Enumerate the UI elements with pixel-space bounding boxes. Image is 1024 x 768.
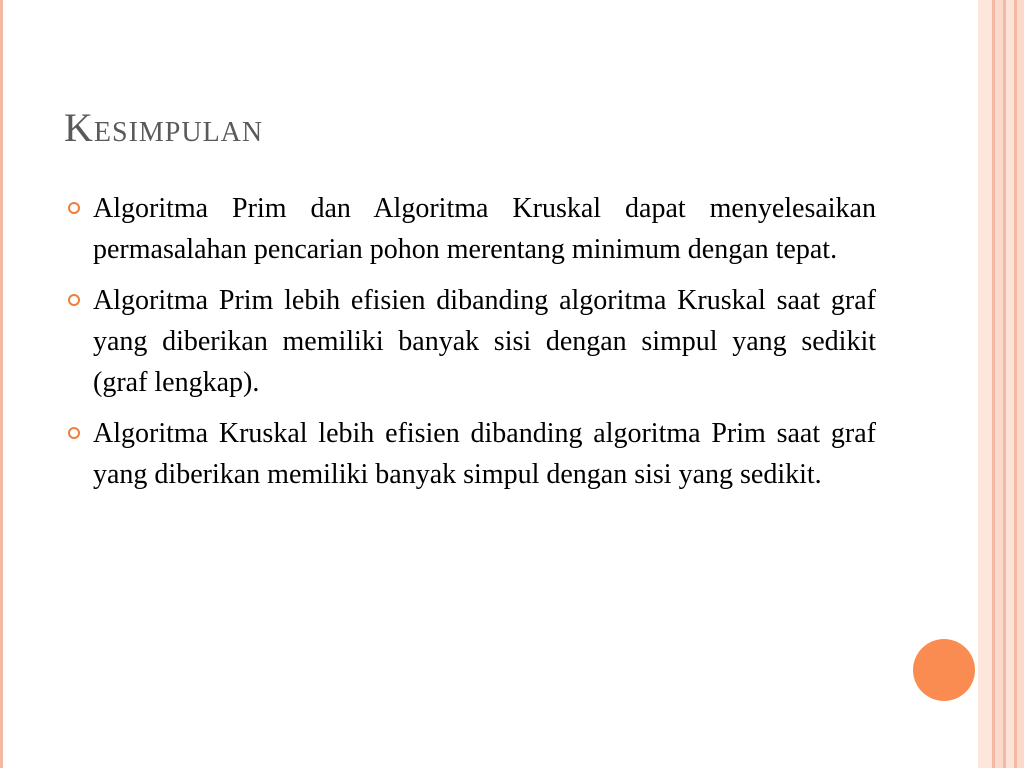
slide-title: Kesimpulan (64, 105, 264, 150)
bullet-list (66, 188, 876, 505)
right-decorative-stripes (978, 0, 1024, 768)
stripe-outer-light (978, 0, 992, 768)
bullet-item-1 (66, 188, 876, 270)
bullet-ring-icon (68, 202, 80, 214)
stripe-fill-1 (995, 0, 1003, 768)
bullet-text: Algoritma Prim lebih efisien dibanding algoritma Kruskal saat graf yang diberikan memiliki banyak sisi dengan simpul yang sedikit (graf lengkap). (93, 285, 876, 398)
decorative-orange-dot (913, 639, 975, 701)
bullet-item-3 (66, 413, 876, 495)
bullet-text: Algoritma Kruskal lebih efisien dibanding algoritma Prim saat graf yang diberikan memiliki banyak simpul dengan sisi yang sedikit. (93, 418, 876, 490)
bullet-ring-icon (68, 294, 80, 306)
bullet-ring-icon (68, 427, 80, 439)
stripe-fill-2 (1006, 0, 1014, 768)
stripe-fill-3 (1017, 0, 1024, 768)
left-border-rule (0, 0, 3, 768)
bullet-item-2 (66, 280, 876, 403)
bullet-text: Algoritma Prim dan Algoritma Kruskal dapat menyelesaikan permasalahan pencarian pohon merentang minimum dengan tepat. (93, 193, 876, 265)
